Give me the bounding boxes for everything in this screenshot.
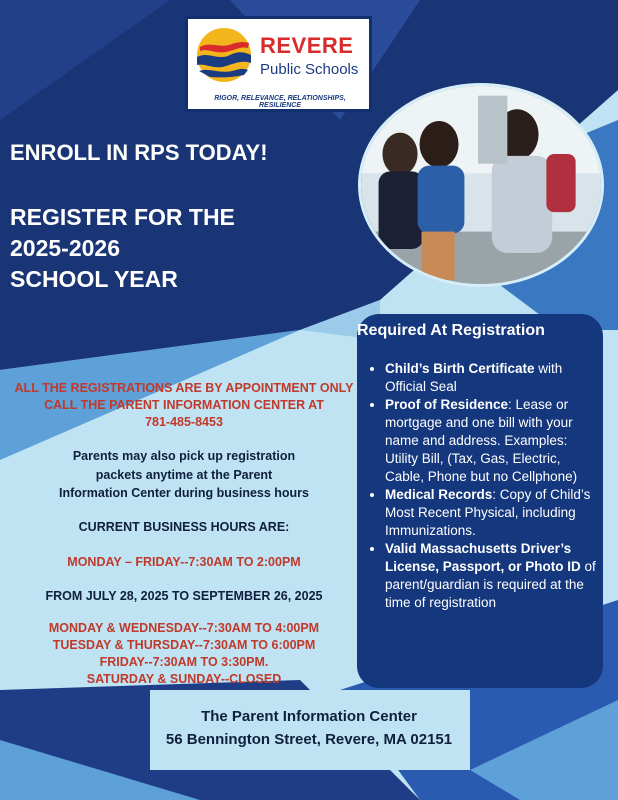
summer-hours-line: MONDAY & WEDNESDAY--7:30AM TO 4:00PM bbox=[48, 621, 320, 635]
hours-current: MONDAY – FRIDAY--7:30AM TO 2:00PM bbox=[67, 555, 301, 569]
footer-address: 56 Bennington Street, Revere, MA 02151 bbox=[165, 731, 453, 748]
phone-number: 781-485-8453 bbox=[145, 415, 223, 429]
pickup-line: Information Center during business hours bbox=[58, 486, 310, 500]
hours-heading: CURRENT BUSINESS HOURS ARE: bbox=[78, 520, 290, 534]
requirements-title: Required At Registration bbox=[357, 322, 545, 339]
register-line: REGISTER FOR THE bbox=[10, 204, 235, 230]
requirements-panel bbox=[357, 314, 603, 688]
revere-logo bbox=[185, 16, 372, 112]
summer-hours-line: SATURDAY & SUNDAY--CLOSED bbox=[86, 672, 282, 686]
requirement-item: • Valid Massachusetts Driver’s License, Passport, or Photo ID of parent/guardian is required at the time of registration bbox=[385, 540, 597, 612]
logo-subtitle: Public Schools bbox=[260, 61, 359, 78]
summer-hours-line: FRIDAY--7:30AM TO 3:30PM. bbox=[99, 655, 269, 669]
requirements-list bbox=[385, 360, 597, 612]
pickup-line: packets anytime at the Parent bbox=[95, 467, 273, 482]
hours-period: FROM JULY 28, 2025 TO SEPTEMBER 26, 2025 bbox=[45, 589, 323, 603]
appointment-line: ALL THE REGISTRATIONS ARE BY APPOINTMENT ONLY bbox=[14, 381, 354, 395]
register-headline bbox=[10, 202, 235, 295]
students-photo bbox=[358, 83, 604, 287]
summer-hours bbox=[12, 620, 356, 688]
footer-center-name: The Parent Information Center bbox=[201, 708, 417, 725]
register-line: 2025-2026 bbox=[10, 235, 120, 261]
appointment-line: CALL THE PARENT INFORMATION CENTER AT bbox=[44, 398, 324, 412]
requirement-item: • Medical Records: Copy of Child’s Most Recent Physical, including Immunizations. bbox=[385, 486, 597, 540]
appointment-notice bbox=[12, 380, 356, 431]
register-line: SCHOOL YEAR bbox=[10, 266, 178, 292]
enroll-headline: ENROLL IN RPS TODAY! bbox=[10, 140, 268, 165]
logo-tagline: RIGOR, RELEVANCE, RELATIONSHIPS, RESILIENCE bbox=[214, 95, 346, 109]
summer-hours-line: TUESDAY & THURSDAY--7:30AM TO 6:00PM bbox=[52, 638, 316, 652]
requirement-item: • Proof of Residence: Lease or mortgage and one bill with your name and address. Examples: Utility Bill, (Tax, Gas, Electric, Cable, Phone but no Cellphone) bbox=[385, 396, 597, 486]
logo-sun-waves-icon bbox=[196, 27, 252, 83]
pickup-notice bbox=[12, 447, 356, 503]
logo-name: REVERE bbox=[260, 33, 354, 58]
pickup-line: Parents may also pick up registration bbox=[72, 449, 296, 463]
requirement-item: • Child’s Birth Certificate with Official Seal bbox=[385, 360, 597, 396]
